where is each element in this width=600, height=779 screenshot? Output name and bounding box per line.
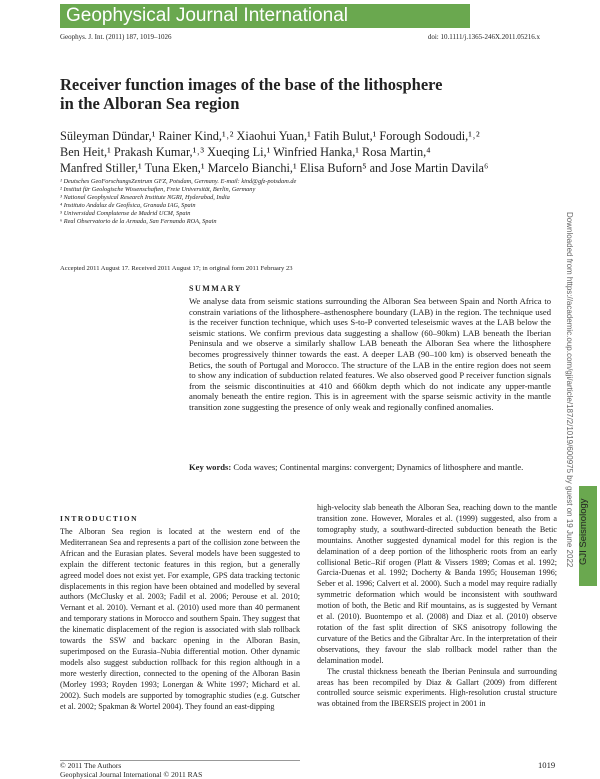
affiliation: ¹ Deutsches GeoForschungsZentrum GFZ, Potsdam, Germany. E-mail: kind@gfz-potsdam.de [60, 178, 530, 186]
paper-title [60, 75, 530, 113]
body-paragraph: The crustal thickness beneath the Iberian Peninsula and surrounding areas has been recompiled by Diaz & Gallart (2009) from different controlled source seismic experiments. High-resolution crustal structure was obtained from the IBERSEIS project in 2001 in [317, 667, 557, 711]
summary-heading: SUMMARY [189, 284, 242, 293]
page-number: 1019 [538, 760, 555, 770]
affiliation: ⁴ Instituto Andaluz de Geofísica, Granada IAG, Spain [60, 202, 530, 210]
author-line: Ben Heit,¹ Prakash Kumar,¹˒³ Xueqing Li,¹ Winfried Hanka,¹ Rosa Martin,⁴ [60, 144, 550, 160]
body-column-right [317, 503, 557, 710]
title-line: Receiver function images of the base of the lithosphere [60, 75, 530, 94]
affiliation: ⁵ Universidad Complutense de Madrid UCM, Spain [60, 210, 530, 218]
affiliation: ² Institut für Geologische Wissenschaften, Freie Universität, Berlin, Germany [60, 186, 530, 194]
citation: Geophys. J. Int. (2011) 187, 1019–1026 [60, 33, 172, 41]
body-column-left [60, 527, 300, 712]
summary-paragraph: We analyse data from seismic stations surrounding the Alboran Sea between Spain and North Africa to constrain variations of the lithosphere–asthenosphere boundary (LAB) in the region. The technique used is the receiver function technique, which uses S-to-P converted teleseismic waves at the LAB below the seismic stations. We confirm previous data suggesting a shallow (60–90km) LAB beneath the Iberian Peninsula and we observe a similarly shallow LAB beneath the Alboran Sea where the lithosphere becomes progressively thinner towards the east. A deeper LAB (90–100 km) is observed beneath the Betics, the south of Portugal and Morocco. The structure of the LAB in the entire region does not seem to show any indication of subduction related features. We also observed good P receiver function signals from the seismic discontinuities at 410 and 660km depth which do not indicate any upper-mantle anomaly beneath the entire region. This is in agreement with the sparse seismic activity in the mantle transition zone suggesting the presence of only weak and regionally confined anomalies. [189, 296, 551, 413]
keywords [189, 462, 551, 473]
keywords-text: Coda waves; Continental margins: convergent; Dynamics of lithosphere and mantle. [233, 462, 523, 472]
keywords-label: Key words: [189, 462, 231, 472]
copyright-line: Geophysical Journal International © 2011 RAS [60, 771, 202, 779]
author-line: Manfred Stiller,¹ Tuna Eken,¹ Marcelo Bianchi,¹ Elisa Buforn⁵ and Jose Martin Davila⁶ [60, 160, 550, 176]
summary-body [189, 296, 551, 416]
affiliation: ⁶ Real Observatorio de la Armada, San Fernando ROA, Spain [60, 218, 530, 226]
download-watermark: Downloaded from https://academic.oup.com/gji/article/187/2/1019/600975 by guest on 19 June 2022 [562, 212, 574, 772]
copyright-line: © 2011 The Authors [60, 762, 202, 771]
section-label: GJI Seismology [578, 470, 592, 565]
author-list [60, 128, 550, 176]
affiliation: ³ National Geophysical Research Institute NGRI, Hyderabad, India [60, 194, 530, 202]
author-line: Süleyman Dündar,¹ Rainer Kind,¹˒² Xiaohui Yuan,¹ Fatih Bulut,¹ Forough Sodoudi,¹˒² [60, 128, 550, 144]
body-paragraph: The Alboran Sea region is located at the western end of the Mediterranean Sea and represents a part of the collision zone between the African and the Eurasian plates. Several models have been suggested to explain the different tectonic features in this region, but a generally agreed model does not exist yet. For example, GPS data tracking tectonic displacements in this region have been obtained and modelled by several authors (McClusky et al. 2003; Fadil et al. 2006; Perouse et al. 2010; Vernant et al. 2010). Vernant et al. (2010) used more than 40 permanent and temporary stations in Morocco and southern Spain. They suggest that the kinematic displacement of the region is associated with slab rollback towards the SSW and backarc opening in the Alboran Basin, superimposed on the Eurasia–Nubia differential motion. Other dynamic models also suggest subduction rollback for this region although in a more westerly direction, connected to the opening of the Alboran Basin (Morley 1993; Royden 1993; Lonergan & White 1997; Michard et al. 2002). Such models are supported by tomographic studies (e.g. Gutscher et al. 2002; Spakman & Wortel 2004). They found an east-dipping [60, 527, 300, 712]
doi: doi: 10.1111/j.1365-246X.2011.05216.x [428, 33, 540, 41]
body-paragraph: high-velocity slab beneath the Alboran Sea, reaching down to the mantle transition zone. However, Morales et al. (1999) suggested, also from a tomography study, a southward-directed subduction beneath the Betic mountains. Another suggested dynamical model for this region is the delamination of a deep portion of the lithospheric roots from an early collisional Betic–Rif orogen (Platt & Vissers 1989; Comas et al. 1992; Garcia-Duenas et al. 1992; Docherty & Banda 1995; Houseman 1996; Seber et al. 1996; Calvert et al. 2000). Such a model may require radially symmetric deformation which would be inconsistent with southward motion of both, the Betic and Rif mountains, as is suggested by Vernant et al. (2010). Buontempo et al. (2008) and Diaz et al. (2010) observe rotation of the fast split direction of SKS anisotropy following the curvature of the Betics and the Gibraltar Arc. In the interpretation of their observations, they favour the slab rollback model rather than the delamination model. [317, 503, 557, 667]
affiliations [60, 178, 530, 226]
copyright-block [60, 762, 202, 779]
journal-name-banner: Geophysical Journal International [60, 4, 470, 28]
accepted-dates: Accepted 2011 August 17. Received 2011 August 17; in original form 2011 February 23 [60, 265, 293, 272]
title-line: in the Alboran Sea region [60, 94, 530, 113]
introduction-heading: INTRODUCTION [60, 514, 138, 523]
